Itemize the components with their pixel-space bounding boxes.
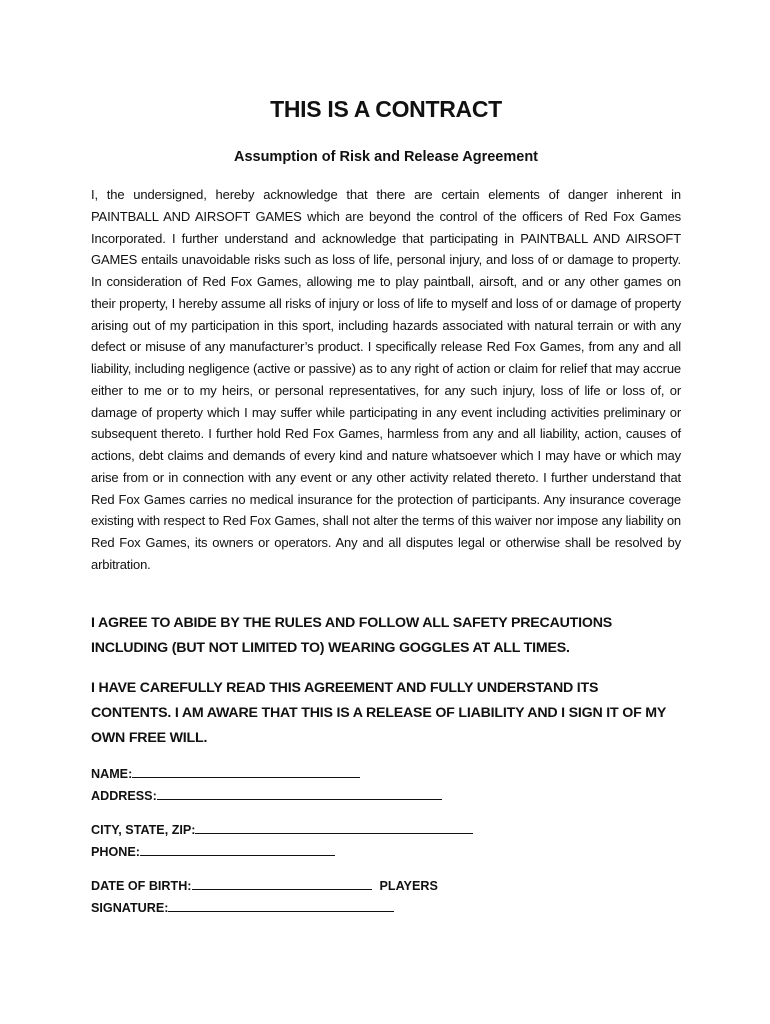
city-state-zip-field-row	[91, 820, 681, 842]
document-title: THIS IS A CONTRACT	[270, 96, 502, 122]
city-state-zip-blank-line[interactable]	[195, 820, 473, 834]
release-acknowledgement-statement: I HAVE CAREFULLY READ THIS AGREEMENT AND FULLY UNDERSTAND ITS CONTENTS. I AM AWARE THAT THIS IS A RELEASE OF LIABILITY AND I SIGN IT OF MY OWN FREE WILL.	[91, 680, 666, 746]
phone-field-row	[91, 842, 681, 864]
phone-label: PHONE:	[91, 844, 140, 859]
address-blank-line[interactable]	[157, 786, 442, 800]
signature-blank-line[interactable]	[168, 898, 394, 912]
name-blank-line[interactable]	[132, 764, 360, 778]
signature-label: SIGNATURE:	[91, 900, 169, 915]
waiver-body-paragraph: I, the undersigned, hereby acknowledge that there are certain elements of danger inherent in PAINTBALL AND AIRSOFT GAMES which are beyond the control of the officers of Red Fox Games Incorporated. I further understand and acknowledge that participating in PAINTBALL AND AIRSOFT GAMES entails unavoidable risks such as loss of life, personal injury, and loss of or damage to property. In consideration of Red Fox Games, allowing me to play paintball, airsoft, and or any other games on their property, I hereby assume all risks of injury or loss of life to myself and loss of or damage of property arising out of my participation in this sport, including hazards associated with natural terrain or with any defect or misuse of any manufacturer’s product. I specifically release Red Fox Games, from any and all liability, including negligence (active or passive) as to any right of action or claim for relief that may accrue either to me or to my heirs, or personal representatives, for any such injury, loss of life or loss of, or damage of property which I may suffer while participating in any event including activities preliminary or subsequent thereto. I further hold Red Fox Games, harmless from any and all liability, action, causes of actions, debt claims and demands of every kind and nature whatsoever which I may have or which may arise from or in connection with any event or any other activity related thereto. I further understand that Red Fox Games carries no medical insurance for the protection of participants. Any insurance coverage existing with respect to Red Fox Games, shall not alter the terms of this waiver nor impose any liability on Red Fox Games, its owners or operators. Any and all disputes legal or otherwise shall be resolved by arbitration.	[91, 187, 681, 572]
address-label: ADDRESS:	[91, 788, 157, 803]
phone-blank-line[interactable]	[140, 842, 335, 856]
document-subtitle: Assumption of Risk and Release Agreement	[233, 149, 539, 165]
players-label: PLAYERS	[379, 879, 438, 893]
form-group-signature	[91, 876, 681, 919]
date-of-birth-label: DATE OF BIRTH:	[91, 879, 192, 893]
signature-field-row	[91, 898, 681, 920]
name-label: NAME:	[91, 767, 133, 781]
date-of-birth-field-row	[91, 876, 681, 898]
safety-agreement-statement: I AGREE TO ABIDE BY THE RULES AND FOLLOW ALL SAFETY PRECAUTIONS INCLUDING (BUT NOT LIMITED TO) WEARING GOGGLES AT ALL TIMES.	[91, 615, 613, 656]
address-field-row	[91, 786, 681, 808]
city-state-zip-label: CITY, STATE, ZIP:	[91, 823, 196, 837]
form-group-contact	[91, 820, 681, 863]
date-of-birth-blank-line[interactable]	[192, 876, 372, 890]
name-field-row	[91, 764, 681, 786]
form-group-identity	[91, 764, 681, 807]
